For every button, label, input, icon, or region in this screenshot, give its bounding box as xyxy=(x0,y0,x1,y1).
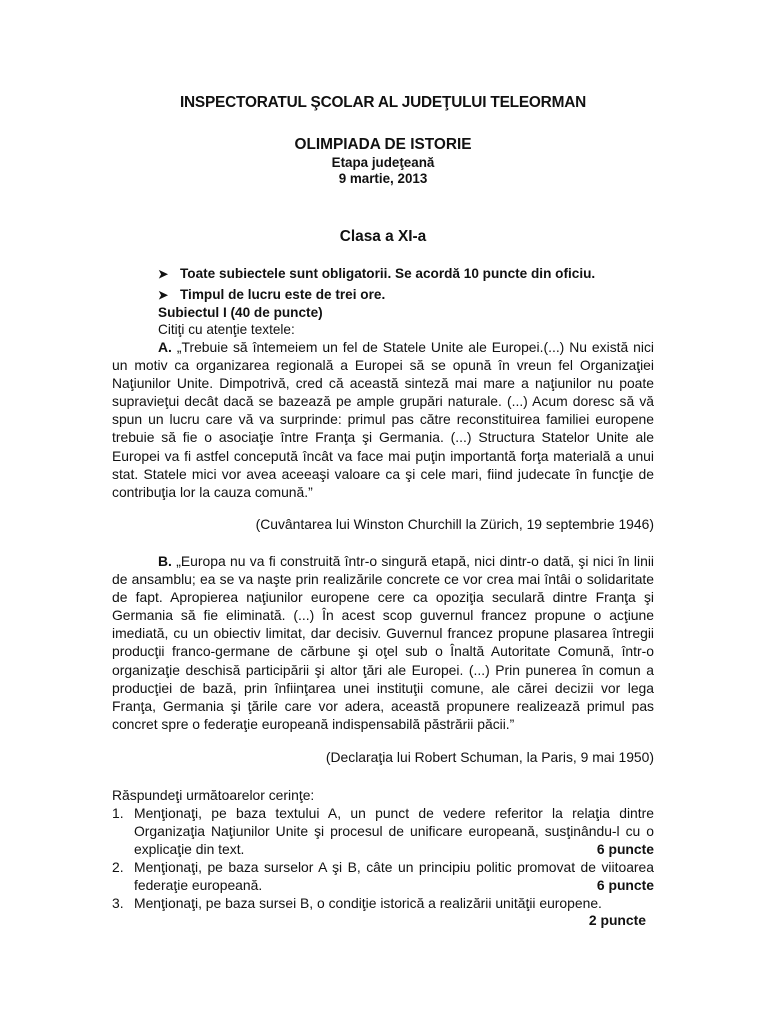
olympiad-title: OLIMPIADA DE ISTORIE xyxy=(294,136,472,153)
question-text: Menţionaţi, pe baza sursei B, o condiţie istorică a realizării unităţii europene. xyxy=(134,895,602,911)
question-points: 6 puncte xyxy=(596,877,654,894)
text-b-label: B. xyxy=(158,553,172,569)
arrow-bullet-icon: ➤ xyxy=(158,267,169,281)
instruction-item xyxy=(158,286,385,304)
instruction-text: Toate subiectele sunt obligatorii. Se acordă 10 puncte din oficiu. xyxy=(180,266,596,281)
read-prompt: Citiţi cu atenţie textele: xyxy=(158,322,295,337)
inspectorate-title: INSPECTORATUL ŞCOLAR AL JUDEŢULUI TELEORMAN xyxy=(179,94,587,111)
subject-title: Subiectul I (40 de puncte) xyxy=(158,305,323,320)
class-title: Clasa a XI-a xyxy=(339,228,427,245)
question-points: 2 puncte xyxy=(588,912,646,928)
question-number: 3. xyxy=(112,895,124,911)
question-text: Menţionaţi, pe baza textului A, un punct de vedere referitor la relaţia dintre Organizaţia Naţiunilor Unite şi procesul de unificare europeană, susţinându-l cu o explicaţie din text. 6 puncte xyxy=(134,805,654,858)
text-a-source: (Cuvântarea lui Winston Churchill la Zürich, 19 septembrie 1946) xyxy=(255,516,654,532)
text-b-source: (Declaraţia lui Robert Schuman, la Paris, 9 mai 1950) xyxy=(325,749,654,765)
text-b-paragraph xyxy=(112,552,654,733)
question-number: 1. xyxy=(112,805,124,821)
text-a-paragraph xyxy=(112,338,654,501)
text-b-body: „Europa nu va fi construită într-o singură etapă, nici dintr-o dată, şi nici în linii de ansamblu; ea se va naşte prin realizările concrete ce vor crea mai întâi o solidaritate de fapt. Apropierea naţiunilor europene cere ca opoziţia seculară dintre Franţa şi Germania să fie eliminată. (...) În acest scop guvernul francez propune o acţiune imediată, cu un obiectiv limitat, dar decisiv. Guvernul francez propune plasarea întregii producţii franco-germane de cărbune şi oţel sub o Înaltă Autoritate Comună, într-o organizaţie deschisă participării şi altor ţări ale Europei. (...) Prin punerea în comun a producţiei de bază, prin înfiinţarea unei instituţii comune, ale cărei decizii vor lega Franţa, Germania şi ţările care vor adera, această propunere realizează primul pas concret spre o federaţie europeană indispensabilă păstrării păcii.” xyxy=(112,553,654,732)
exam-date: 9 martie, 2013 xyxy=(338,171,428,186)
arrow-bullet-icon: ➤ xyxy=(158,288,169,302)
instruction-item xyxy=(158,265,595,283)
questions-intro: Răspundeţi următoarelor cerinţe: xyxy=(112,787,315,803)
question-points: 6 puncte xyxy=(596,841,654,858)
stage-label: Etapa judeţeană xyxy=(331,155,435,170)
stage-subtitle xyxy=(112,155,654,187)
question-number: 2. xyxy=(112,859,124,875)
text-a-body: „Trebuie să întemeiem un fel de Statele Unite ale Europei.(...) Nu există nici un motiv ca organizarea regională a Europei să se opună în vreun fel Organizaţiei Naţiunilor Unite. Dimpotrivă, cred că această sinteză mai mare a naţiunilor nu poate supravieţui decât dacă se bazează pe ample grupări naturale. (...) Acum doresc să vă spun un lucru care vă va surprinde: primul pas către reconstituirea familiei europene trebuie să fie o asociaţie între Franţa şi Germania. (...) Structura Statelor Unite ale Europei va fi astfel concepută încât va face mai puţin importantă forţa materială a unui stat. Statele mici vor avea aceeaşi valoare ca şi cele mari, fiind judecate în funcţie de contribuţia lor la cauza comună.” xyxy=(112,339,654,500)
text-a-label: A. xyxy=(158,339,172,355)
question-text: Menţionaţi, pe baza surselor A şi B, câte un principiu politic promovat de viitoarea federaţie europeană. 6 puncte xyxy=(134,859,654,894)
instruction-text: Timpul de lucru este de trei ore. xyxy=(180,287,386,302)
